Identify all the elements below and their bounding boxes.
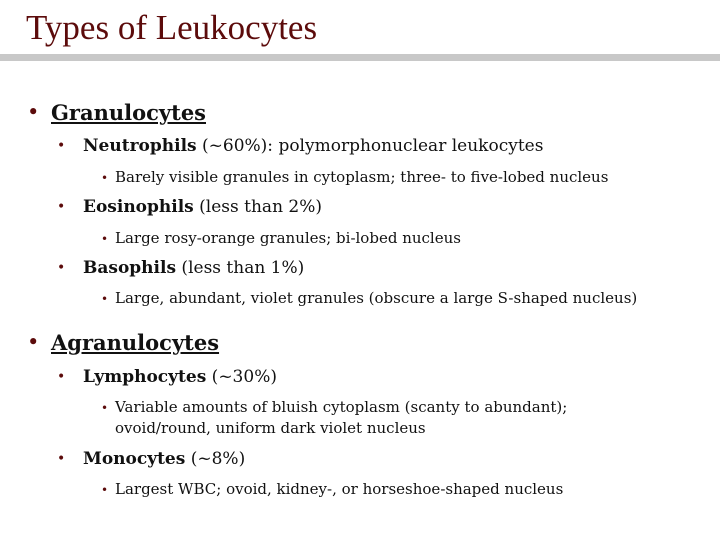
cell-name: Neutrophils xyxy=(83,136,197,156)
cell-detail: (~8%) xyxy=(185,449,246,469)
bullet-icon: • xyxy=(57,369,66,385)
slide-title: Types of Leukocytes xyxy=(26,8,318,47)
list-item-monocytes xyxy=(57,449,246,469)
heading-text: Granulocytes xyxy=(51,100,206,125)
list-subitem xyxy=(101,228,461,249)
list-item-eosinophils xyxy=(57,197,323,217)
list-subitem xyxy=(101,479,564,500)
title-divider xyxy=(0,54,720,61)
heading-granulocytes xyxy=(27,100,206,125)
sub-text: Barely visible granules in cytoplasm; three- to five-lobed nucleus xyxy=(115,168,609,186)
bullet-icon: • xyxy=(101,232,109,246)
list-subitem xyxy=(101,167,609,188)
sub-text: Largest WBC; ovoid, kidney-, or horseshoe-shaped nucleus xyxy=(115,480,564,498)
bullet-icon: • xyxy=(57,260,66,276)
cell-name: Monocytes xyxy=(83,449,186,469)
list-subitem xyxy=(101,288,638,309)
sub-text: Large, abundant, violet granules (obscure a large S-shaped nucleus) xyxy=(115,289,638,307)
list-subitem xyxy=(101,397,568,439)
cell-name: Basophils xyxy=(83,258,177,278)
heading-text: Agranulocytes xyxy=(51,330,220,355)
cell-detail: (~30%) xyxy=(206,367,277,387)
cell-name: Lymphocytes xyxy=(83,367,207,387)
bullet-icon: • xyxy=(57,138,66,154)
cell-name: Eosinophils xyxy=(83,197,194,217)
sub-text: Large rosy-orange granules; bi-lobed nucleus xyxy=(115,229,461,247)
cell-detail: (less than 2%) xyxy=(193,197,323,217)
bullet-icon: • xyxy=(27,330,40,354)
sub-text: Variable amounts of bluish cytoplasm (scanty to abundant); xyxy=(115,398,568,416)
list-item-lymphocytes xyxy=(57,367,277,387)
cell-detail: (~60%): polymorphonuclear leukocytes xyxy=(196,136,544,156)
heading-agranulocytes xyxy=(27,330,220,355)
sub-text-line2: ovoid/round, uniform dark violet nucleus xyxy=(115,419,426,437)
bullet-icon: • xyxy=(101,401,109,415)
bullet-icon: • xyxy=(57,451,66,467)
bullet-icon: • xyxy=(101,292,109,306)
bullet-icon: • xyxy=(101,171,109,185)
bullet-icon: • xyxy=(57,199,66,215)
bullet-icon: • xyxy=(27,100,40,124)
bullet-icon: • xyxy=(101,483,109,497)
list-item-basophils xyxy=(57,258,305,278)
cell-detail: (less than 1%) xyxy=(176,258,305,278)
list-item-neutrophils xyxy=(57,136,544,156)
